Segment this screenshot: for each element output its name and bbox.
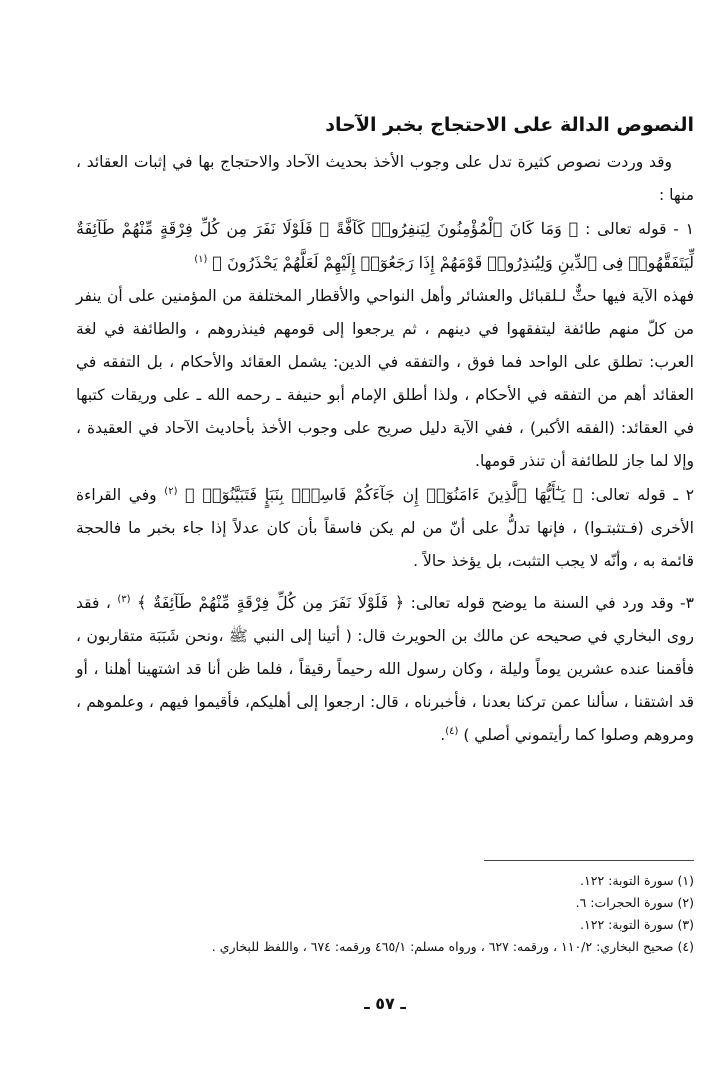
item-2-body: وفي القراءة الأخرى (فـتثبتـوا) ، فإنها تدلُّ على أنّ من لم يكن فاسقاً بأن كان عدلاً إذا جاء بخبر ما فالحجة قائمة به ، وأنّه لا يجب التثبت، بل يؤخذ حالاً . (76, 486, 694, 570)
footnote-3: (٣) سورة التوبة: ١٢٢. (580, 917, 694, 932)
page-content (76, 110, 695, 1013)
item-3-paragraph (76, 586, 694, 752)
item-3-footnote-ref: (٣) (117, 593, 131, 605)
section-heading: النصوص الدالة على الاحتجاج بخبر الآحاد (325, 114, 694, 136)
item-2-footnote-ref: (٢) (164, 485, 178, 497)
footnotes (76, 870, 694, 958)
item-3-verse: ﴿ فَلَوْلَا نَفَرَ مِن كُلِّ فِرْقَةٍ مِّنْهُمْ طَآئِفَةٌ ﴾ (137, 593, 405, 612)
item-3-end: . (440, 726, 446, 744)
page-number: ـ ٥٧ ـ (364, 994, 406, 1013)
item-1-verse: ﴿ وَمَا كَانَ ٱلْمُؤْمِنُونَ لِيَنفِرُوا۟ كَآفَّةً ۚ فَلَوْلَا نَفَرَ مِن كُلِّ فِرْقَةٍ مِّنْهُمْ طَآئِفَةٌ لِّيَتَفَقَّهُوا۟ فِى ٱلدِّينِ وَلِيُنذِرُوا۟ قَوْمَهُمْ إِذَا رَجَعُوٓا۟ إِلَيْهِمْ لَعَلَّهُمْ يَحْذَرُونَ ﴾ (76, 219, 694, 272)
footnote-divider (484, 860, 694, 861)
item-1-footnote-ref: (١) (194, 253, 208, 265)
item-1-paragraph (76, 212, 694, 280)
footnote-2: (٢) سورة الحجرات: ٦. (575, 895, 694, 910)
item-1-body: فهذه الآية فيها حثٌّ لـلقبائل والعشائر وأهل النواحي والأقطار المختلفة من المؤمنين على أن ينفر من كلّ منهم طائفة ليتفقهوا في دينهم ، ثم يرجعوا إلى قومهم فينذروهم ، والطائفة في لغة العرب: تطلق على الواحد فما فوق ، والتفقه في الدين: يشمل العقائد والأحكام ، بل التفقه في العقائد أهم من التفقه في الأحكام ، ولذا أطلق الإمام أبو حنيفة ـ رحمه الله ـ على وريقات كتبها في العقائد: (الفقه الأكبر) ، ففي الآية دليل صريح على وجوب الأخذ بأحاديث الآحاد في العقيدة ، وإلا لما جاز للطائفة أن تنذر قومها. (76, 287, 694, 470)
item-3-lead: ٣- وقد ورد في السنة ما يوضح قوله تعالى: (404, 594, 694, 612)
footnote-1: (١) سورة التوبة: ١٢٢. (580, 873, 694, 888)
item-2-lead: ٢ ـ قوله تعالى: (582, 486, 695, 504)
item-2-paragraph (76, 478, 694, 578)
item-3-body: ، فقد روى البخاري في صحيحه عن مالك بن الحويرث قال: ( أتينا إلى النبي ﷺ ،ونحن شَبَبَة متقاربون ، فأقمنا عنده عشرين يوماً وليلة ، وكان رسول الله رحيماً رقيقاً ، فلما ظن أنا قد اشتهينا أهلنا ، أو قد اشتقنا ، سألنا عمن تركنا بعدنا ، فأخبرناه ، قال: ارجعوا إلى أهليكم، فأقيموا فيهم ، وعلموهم ، ومروهم وصلوا كما رأيتموني أصلي ) (76, 594, 694, 744)
footnote-4: (٤) صحيح البخاري: ١١٠/٢ ، ورقمه: ٦٢٧ ، ورواه مسلم: ٤٦٥/١ ورقمه: ٦٧٤ ، واللفظ للبخاري . (211, 939, 694, 954)
item-3-end-footnote-ref: (٤) (445, 725, 459, 737)
intro-paragraph: وقد وردت نصوص كثيرة تدل على وجوب الأخذ بحديث الآحاد والاحتجاج بها في إثبات العقائد ، منها : (76, 153, 694, 204)
item-2-verse: ﴿ يَـٰٓأَيُّهَا ٱلَّذِينَ ءَامَنُوٓا۟ إِن جَآءَكُمْ فَاسِقٌۢ بِنَبَإٍ فَتَبَيَّنُوٓا۟ ﴾ (185, 485, 583, 504)
item-1-lead: ١ - قوله تعالى : (578, 220, 694, 238)
